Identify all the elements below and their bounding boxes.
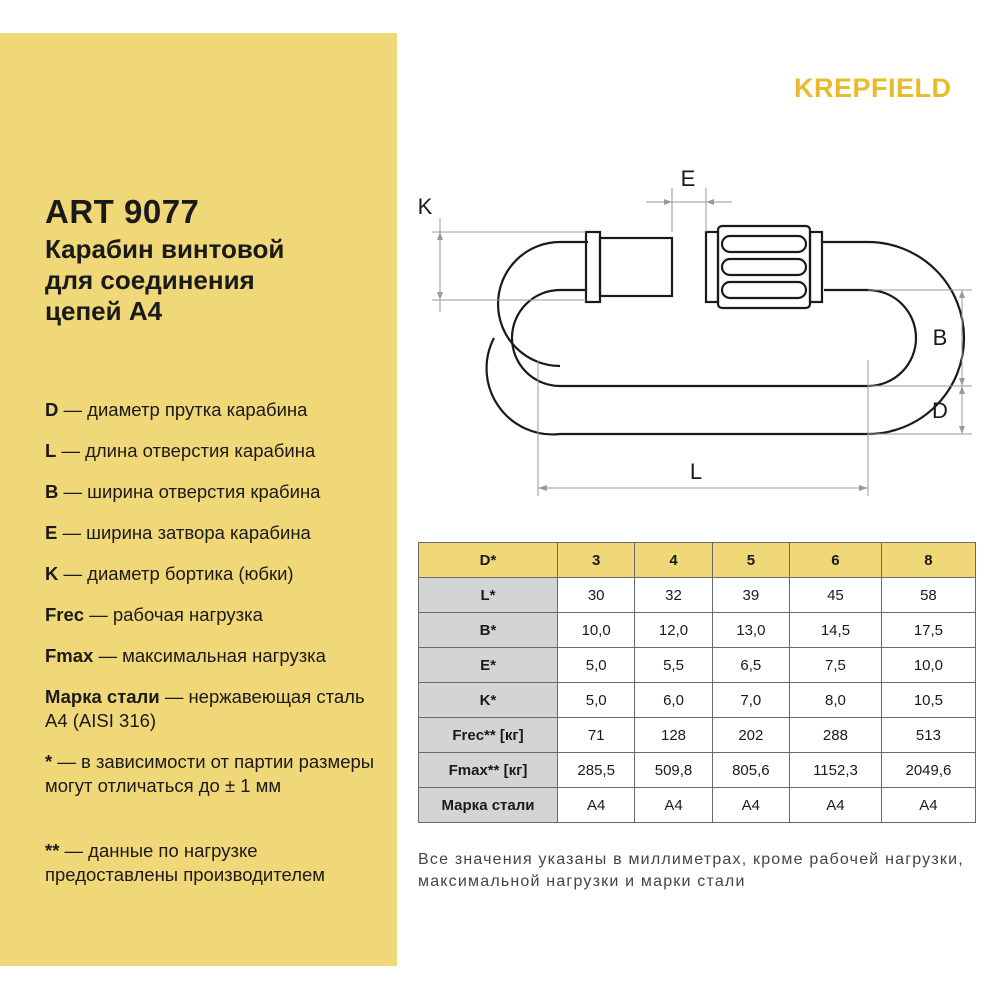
table-cell: 513 [881,718,975,753]
legend-text: — длина отверстия карабина [56,440,316,461]
dim-label-e: E [680,166,696,191]
nut-collar-right [810,232,822,302]
table-row [419,788,976,823]
table-header-cell: 5 [712,543,789,578]
legend-key: Fmax [45,645,94,666]
table-cell: А4 [790,788,882,823]
title-block [45,192,385,327]
table-cell: 805,6 [712,753,789,788]
table-cell: 71 [558,718,635,753]
table-cell: А4 [712,788,789,823]
table-cell: 7,0 [712,683,789,718]
link-inner-body [560,290,916,386]
table-cell: 1152,3 [790,753,882,788]
table-cell: 10,0 [558,613,635,648]
legend-key: Frec [45,604,85,625]
legend-text: — нержавеющая сталь А4 (AISI 316) [45,686,365,731]
table-cell: 58 [881,578,975,613]
units-note: Все значения указаны в миллиметрах, кроме рабочей нагрузки, максимальной нагрузки и марки стали [418,851,964,890]
table-cell: 6,5 [712,648,789,683]
table-row [419,683,976,718]
sleeve-left [600,238,672,296]
legend-text: — диаметр бортика (юбки) [58,563,294,584]
table-row [419,613,976,648]
legend-item [45,750,385,798]
table-row [419,753,976,788]
legend-key: K [45,563,59,584]
table-row [419,578,976,613]
table-cell: 13,0 [712,613,789,648]
table-row [419,648,976,683]
table-cell: 7,5 [790,648,882,683]
product-title-line: Карабин винтовой [45,234,285,264]
legend-text: — ширина затвора карабина [57,522,311,543]
dim-label-d: D [932,398,948,423]
row-label: Fmax** [кг] [419,753,558,788]
legend-item [45,480,385,504]
article-number: ART 9077 [45,193,200,230]
screw-nut [718,226,810,308]
legend-text: — диаметр прутка карабина [58,399,308,420]
table-cell: 32 [635,578,712,613]
legend-item [45,839,385,887]
table-cell: 6,0 [635,683,712,718]
link-inner-arc-left [512,290,560,386]
row-label: Марка стали [419,788,558,823]
legend-key: D [45,399,59,420]
legend-item [45,685,385,733]
legend-text: — данные по нагрузке предоставлены производителем [45,840,326,885]
table-cell: 45 [790,578,882,613]
table-header-cell: 8 [881,543,975,578]
table-cell: 2049,6 [881,753,975,788]
row-label: Frec** [кг] [419,718,558,753]
specs-table [418,542,976,823]
table-cell: А4 [881,788,975,823]
legend-text: — ширина отверстия крабина [58,481,321,502]
legend-item [45,398,385,422]
legend-key: L [45,440,57,461]
table-header-label: D* [419,543,558,578]
carabiner-diagram [400,150,990,510]
nut-facet [722,282,806,298]
brand-logo: KREPFIELD [794,73,952,103]
table-cell: А4 [635,788,712,823]
row-label: K* [419,683,558,718]
dim-label-l: L [689,459,703,484]
legend-item [45,562,385,586]
row-label: L* [419,578,558,613]
product-title [45,234,385,327]
table-cell: А4 [558,788,635,823]
table-cell: 12,0 [635,613,712,648]
nut-facet [722,236,806,252]
table-header-row [419,543,976,578]
dim-label-b: B [932,325,948,350]
row-label: B* [419,613,558,648]
legend-item [45,644,385,668]
table-cell: 285,5 [558,753,635,788]
table-header-cell: 3 [558,543,635,578]
legend-text: — максимальная нагрузка [93,645,326,666]
table-cell: 202 [712,718,789,753]
table-header-cell: 4 [635,543,712,578]
table-cell: 288 [790,718,882,753]
legend-text: — рабочая нагрузка [84,604,263,625]
legend-key: E [45,522,58,543]
legend-key: Марка стали [45,686,160,707]
table-row [419,718,976,753]
table-cell: 509,8 [635,753,712,788]
legend-key: B [45,481,59,502]
legend-item [45,521,385,545]
table-cell: 8,0 [790,683,882,718]
legend-item [45,603,385,627]
table-cell: 5,0 [558,683,635,718]
table-cell: 10,0 [881,648,975,683]
table-cell: 5,5 [635,648,712,683]
table-cell: 17,5 [881,613,975,648]
legend-key: ** [45,840,60,861]
table-cell: 5,0 [558,648,635,683]
row-label: E* [419,648,558,683]
product-title-line: цепей А4 [45,296,163,326]
table-cell: 39 [712,578,789,613]
link-outer-left [498,242,588,366]
table-cell: 14,5 [790,613,882,648]
table-cell: 128 [635,718,712,753]
nut-facet [722,259,806,275]
link-outer-body [487,242,964,434]
product-title-line: для соединения [45,265,255,295]
dim-label-k: K [417,194,433,219]
nut-collar-left [706,232,718,302]
legend-key: * [45,751,53,772]
legend-text: — в зависимости от партии размеры могут отличаться до ± 1 мм [45,751,375,796]
table-header-cell: 6 [790,543,882,578]
sleeve-collar-left [586,232,600,302]
table-cell: 30 [558,578,635,613]
legend-item [45,439,385,463]
table-cell: 10,5 [881,683,975,718]
